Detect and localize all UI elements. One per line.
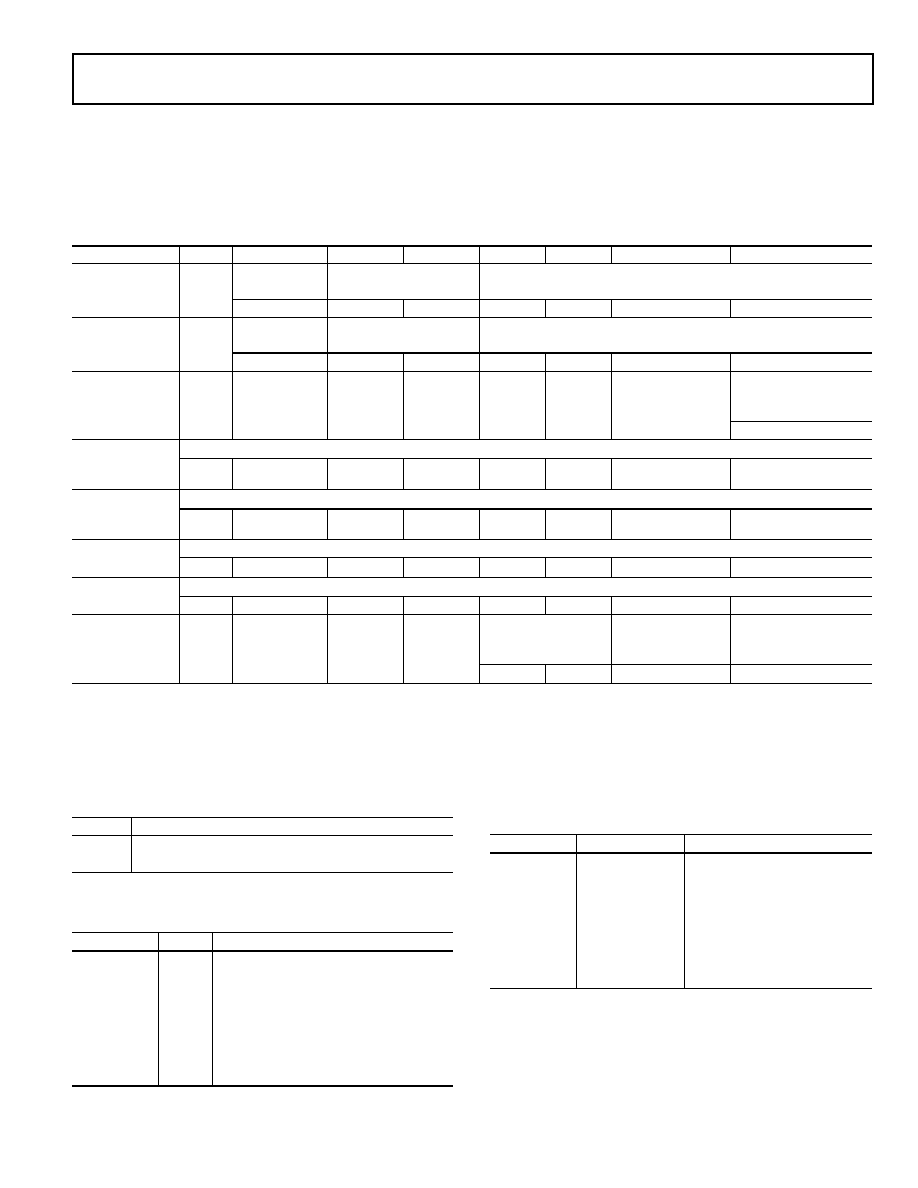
table-col-rule — [179, 245, 180, 263]
table-col-rule — [479, 245, 480, 263]
table-rule — [72, 439, 872, 440]
table-col-rule — [403, 458, 404, 489]
table-col-rule — [479, 371, 480, 439]
table-col-rule — [611, 614, 612, 683]
table-rule — [72, 577, 872, 578]
table-col-rule — [730, 371, 731, 439]
table-col-rule — [403, 245, 404, 263]
table-col-rule — [545, 664, 546, 683]
table-col-rule — [403, 508, 404, 539]
table-col-rule — [479, 508, 480, 539]
table-col-rule — [179, 317, 180, 371]
table-col-rule — [179, 371, 180, 439]
table-rule — [72, 263, 872, 264]
table-col-rule — [179, 489, 180, 539]
table-col-rule — [730, 614, 731, 683]
table-col-rule — [232, 371, 233, 439]
table-col-rule — [158, 932, 159, 1086]
table-rule — [179, 458, 872, 459]
table-col-rule — [730, 508, 731, 539]
table-col-rule — [545, 508, 546, 539]
table-col-rule — [730, 299, 731, 317]
table-col-rule — [131, 817, 132, 872]
table-rule — [179, 508, 872, 510]
table-col-rule — [212, 932, 213, 1086]
table-rule — [72, 1085, 453, 1087]
table-col-rule — [611, 299, 612, 317]
table-col-rule — [576, 834, 577, 988]
table-rule — [72, 817, 453, 818]
table-col-rule — [179, 263, 180, 317]
table-col-rule — [179, 614, 180, 683]
table-col-rule — [403, 299, 404, 317]
table-col-rule — [403, 596, 404, 614]
table-col-rule — [730, 245, 731, 263]
table-rule — [490, 988, 872, 989]
table-col-rule — [179, 577, 180, 614]
table-col-rule — [327, 317, 328, 371]
table-col-rule — [403, 614, 404, 683]
table-col-rule — [232, 263, 233, 317]
table-col-rule — [545, 371, 546, 439]
table-rule — [490, 852, 872, 854]
table-col-rule — [479, 596, 480, 614]
table-col-rule — [232, 614, 233, 683]
table-rule — [72, 371, 872, 372]
table-col-rule — [545, 245, 546, 263]
table-col-rule — [327, 508, 328, 539]
table-rule — [72, 245, 872, 247]
table-col-rule — [611, 352, 612, 371]
table-col-rule — [730, 458, 731, 489]
table-rule — [72, 683, 872, 684]
table-rule — [72, 932, 453, 933]
table-col-rule — [232, 245, 233, 263]
table-col-rule — [327, 596, 328, 614]
table-col-rule — [479, 263, 480, 317]
table-rule — [72, 317, 872, 318]
table-col-rule — [232, 508, 233, 539]
table-col-rule — [730, 557, 731, 577]
table-col-rule — [479, 614, 480, 683]
table-col-rule — [479, 317, 480, 371]
table-col-rule — [232, 317, 233, 371]
table-col-rule — [179, 539, 180, 577]
table-col-rule — [327, 371, 328, 439]
table-col-rule — [611, 557, 612, 577]
table-rule — [72, 539, 872, 540]
table-rule — [179, 557, 872, 558]
table-col-rule — [545, 557, 546, 577]
table-rule — [72, 950, 453, 952]
table-rule — [72, 835, 453, 836]
page-header-box — [72, 53, 874, 105]
table-col-rule — [611, 596, 612, 614]
table-rule — [72, 614, 872, 615]
table-col-rule — [730, 352, 731, 371]
table-col-rule — [611, 458, 612, 489]
table-col-rule — [403, 557, 404, 577]
table-rule — [72, 489, 872, 490]
table-col-rule — [327, 245, 328, 263]
table-col-rule — [611, 371, 612, 439]
table-col-rule — [232, 458, 233, 489]
table-col-rule — [479, 557, 480, 577]
table-rule — [479, 664, 872, 665]
table-col-rule — [403, 371, 404, 439]
table-col-rule — [611, 245, 612, 263]
table-col-rule — [179, 439, 180, 489]
table-rule — [179, 596, 872, 597]
table-col-rule — [479, 458, 480, 489]
table-col-rule — [327, 614, 328, 683]
table-col-rule — [403, 352, 404, 371]
table-col-rule — [545, 352, 546, 371]
table-col-rule — [232, 596, 233, 614]
table-col-rule — [232, 557, 233, 577]
table-col-rule — [327, 557, 328, 577]
table-rule — [490, 834, 872, 835]
table-col-rule — [545, 299, 546, 317]
table-rule — [232, 352, 872, 354]
table-col-rule — [730, 596, 731, 614]
table-col-rule — [545, 458, 546, 489]
table-col-rule — [327, 458, 328, 489]
table-col-rule — [611, 508, 612, 539]
table-col-rule — [327, 263, 328, 317]
table-rule — [730, 421, 872, 422]
table-col-rule — [545, 596, 546, 614]
table-rule — [72, 872, 453, 873]
table-rule — [232, 299, 872, 300]
table-col-rule — [684, 834, 685, 988]
